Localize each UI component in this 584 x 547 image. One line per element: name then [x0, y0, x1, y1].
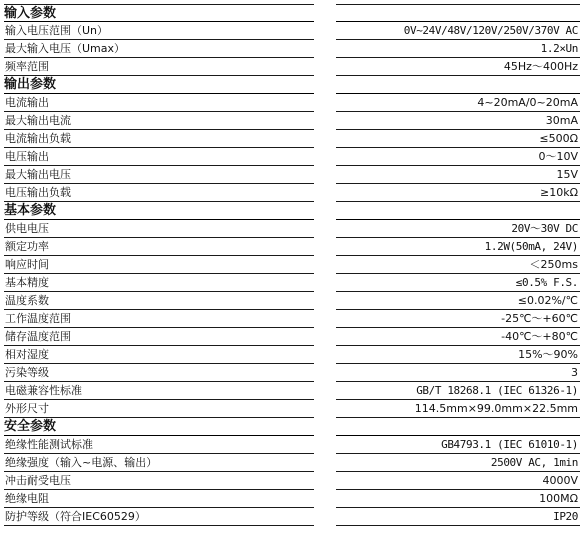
- spec-value: 30mA: [336, 112, 580, 130]
- spec-label: 电流输出: [4, 94, 314, 112]
- spec-label: 绝缘性能测试标准: [4, 436, 314, 454]
- spec-row: [4, 166, 580, 184]
- spec-row: [4, 148, 580, 166]
- spec-value: 100MΩ: [336, 490, 580, 508]
- spec-value: 0V~24V/48V/120V/250V/370V AC: [336, 22, 580, 40]
- spec-row: [4, 274, 580, 292]
- spec-value: 1.2W(50mA, 24V): [336, 238, 580, 256]
- spec-value: GB/T 18268.1 (IEC 61326-1): [336, 382, 580, 400]
- section-title: 输出参数: [4, 76, 314, 94]
- spec-row: [4, 40, 580, 58]
- spec-value: ≤0.5% F.S.: [336, 274, 580, 292]
- spec-value: 15V: [336, 166, 580, 184]
- spec-row: [4, 454, 580, 472]
- spec-label: 额定功率: [4, 238, 314, 256]
- spec-label: 基本精度: [4, 274, 314, 292]
- spec-row: [4, 184, 580, 202]
- spec-label: 冲击耐受电压: [4, 472, 314, 490]
- spec-row: [4, 94, 580, 112]
- spec-label: 工作温度范围: [4, 310, 314, 328]
- spec-label: 防护等级（符合IEC60529）: [4, 508, 314, 526]
- spec-label: 温度系数: [4, 292, 314, 310]
- spec-row: [4, 22, 580, 40]
- spec-value: GB4793.1 (IEC 61010-1): [336, 436, 580, 454]
- spec-value: -25℃～+60℃: [336, 310, 580, 328]
- spec-label: 最大输入电压（Umax）: [4, 40, 314, 58]
- spec-row: [4, 112, 580, 130]
- spec-value: ≥10kΩ: [336, 184, 580, 202]
- spec-label: 相对湿度: [4, 346, 314, 364]
- spec-value: 45Hz～400Hz: [336, 58, 580, 76]
- spec-row: [4, 256, 580, 274]
- spec-value: 4~20mA/0~20mA: [336, 94, 580, 112]
- spec-row: [4, 130, 580, 148]
- spec-row: [4, 292, 580, 310]
- spec-label: 输入电压范围（Un）: [4, 22, 314, 40]
- spec-label: 绝缘电阻: [4, 490, 314, 508]
- spec-row: [4, 472, 580, 490]
- spec-row: [4, 220, 580, 238]
- spec-label: 频率范围: [4, 58, 314, 76]
- spec-label: 污染等级: [4, 364, 314, 382]
- section-title: 输入参数: [4, 4, 314, 22]
- section-title: 安全参数: [4, 418, 314, 436]
- section-header-row: [4, 76, 580, 94]
- section-header-row: [4, 202, 580, 220]
- spec-label: 绝缘强度（输入~电源、输出）: [4, 454, 314, 472]
- spec-value: 114.5mm×99.0mm×22.5mm: [336, 400, 580, 418]
- spec-value: ≤500Ω: [336, 130, 580, 148]
- spec-label: 电流输出负载: [4, 130, 314, 148]
- section-header-row: [4, 4, 580, 22]
- spec-value: IP20: [336, 508, 580, 526]
- section-value-cell: [336, 76, 580, 94]
- spec-label: 最大输出电流: [4, 112, 314, 130]
- spec-value: 1.2×Un: [336, 40, 580, 58]
- spec-value: 15%～90%: [336, 346, 580, 364]
- spec-row: [4, 58, 580, 76]
- spec-row: [4, 382, 580, 400]
- spec-label: 最大输出电压: [4, 166, 314, 184]
- spec-value: -40℃～+80℃: [336, 328, 580, 346]
- section-title: 基本参数: [4, 202, 314, 220]
- spec-row: [4, 508, 580, 526]
- spec-label: 外形尺寸: [4, 400, 314, 418]
- spec-value: 4000V: [336, 472, 580, 490]
- spec-label: 电压输出: [4, 148, 314, 166]
- spec-label: 电压输出负载: [4, 184, 314, 202]
- spec-label: 供电电压: [4, 220, 314, 238]
- spec-label: 电磁兼容性标准: [4, 382, 314, 400]
- spec-row: [4, 310, 580, 328]
- spec-row: [4, 238, 580, 256]
- spec-label: 响应时间: [4, 256, 314, 274]
- section-value-cell: [336, 4, 580, 22]
- spec-table: [4, 4, 580, 526]
- spec-value: 0～10V: [336, 148, 580, 166]
- spec-row: [4, 490, 580, 508]
- spec-row: [4, 436, 580, 454]
- spec-row: [4, 346, 580, 364]
- section-value-cell: [336, 418, 580, 436]
- spec-value: 20V～30V DC: [336, 220, 580, 238]
- section-value-cell: [336, 202, 580, 220]
- spec-label: 储存温度范围: [4, 328, 314, 346]
- spec-value: 2500V AC, 1min: [336, 454, 580, 472]
- spec-value: ＜250ms: [336, 256, 580, 274]
- spec-value: ≤0.02%/℃: [336, 292, 580, 310]
- spec-row: [4, 400, 580, 418]
- section-header-row: [4, 418, 580, 436]
- spec-row: [4, 364, 580, 382]
- spec-value: 3: [336, 364, 580, 382]
- spec-row: [4, 328, 580, 346]
